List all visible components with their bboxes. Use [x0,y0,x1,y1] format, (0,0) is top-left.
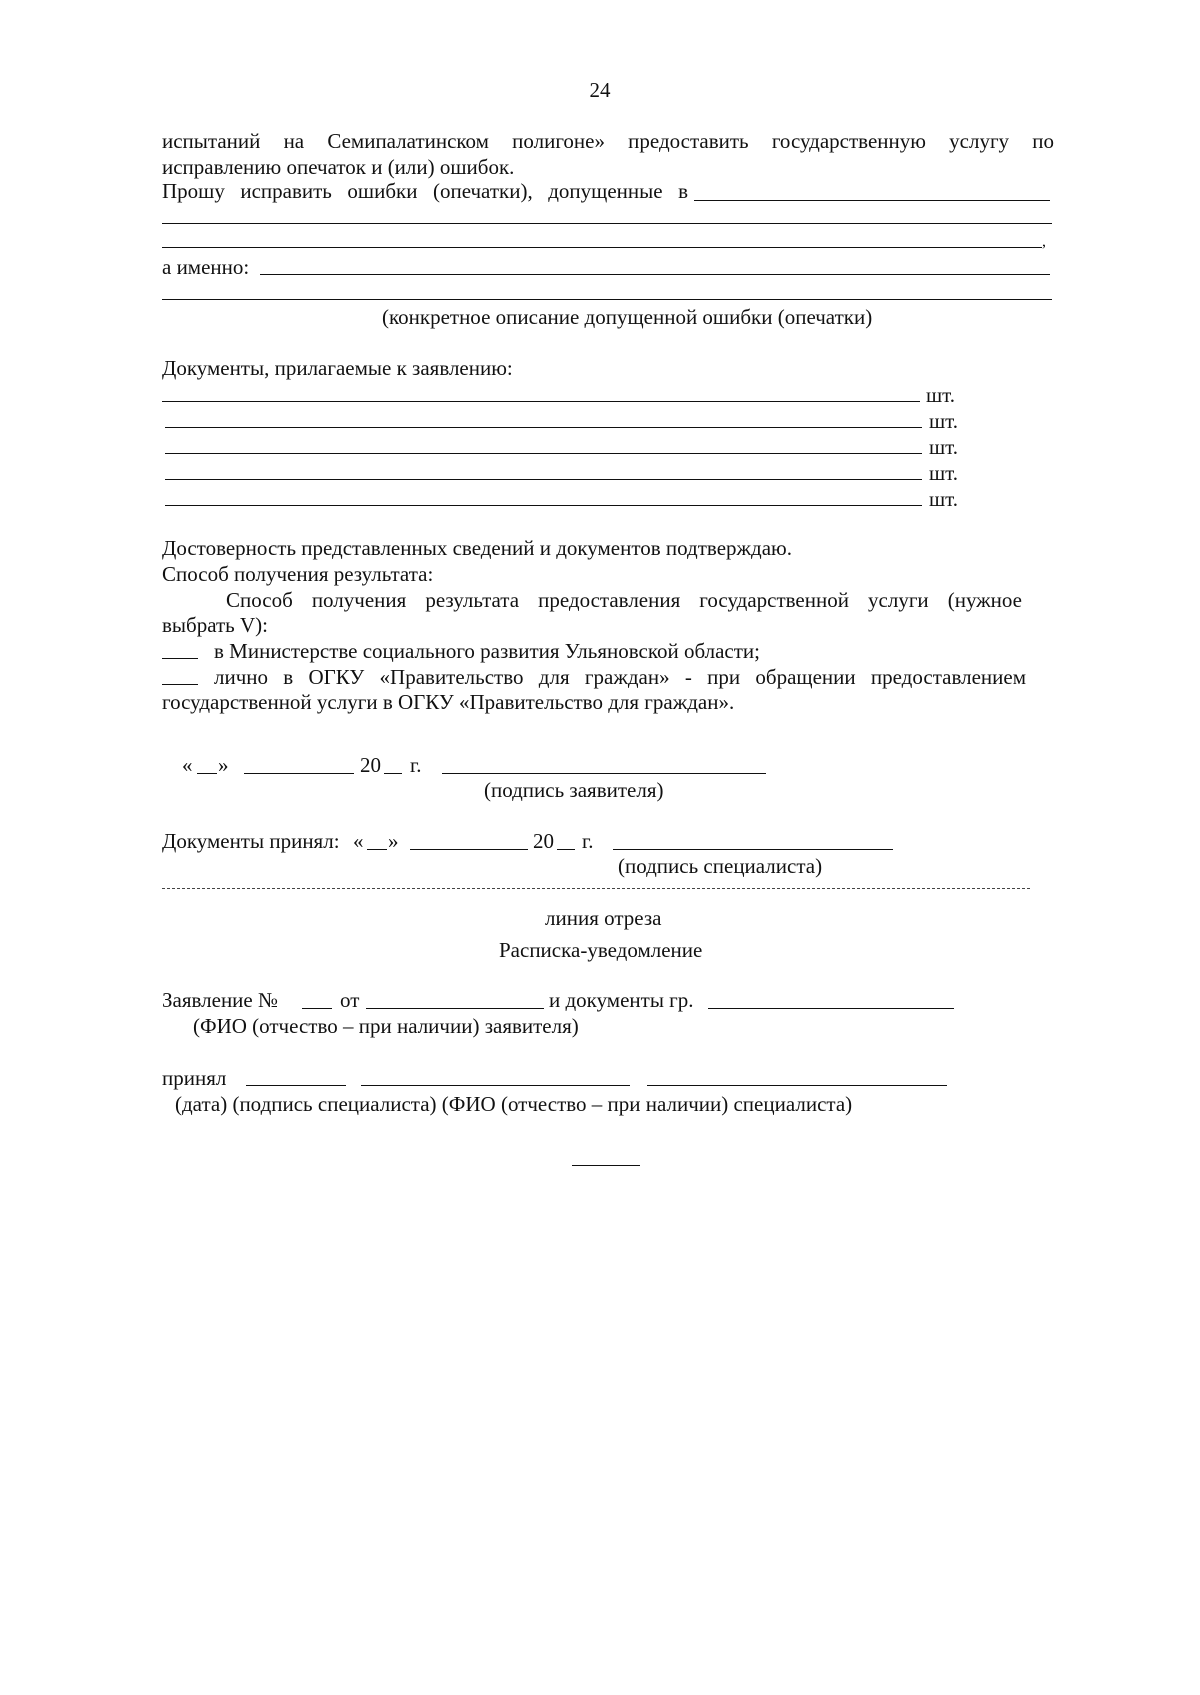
accepted-specialist-name-field[interactable] [647,1085,947,1086]
statement-number-field[interactable] [302,1008,332,1009]
attachment-unit-3: шт. [929,435,959,459]
option-2-label-line-2: государственной услуги в ОГКУ «Правительство для граждан». [162,690,735,714]
error-description-field-2[interactable] [162,299,1052,300]
docs-month-field[interactable] [410,849,528,850]
line-end-comma: , [1042,233,1046,250]
docs-accepted-label: Документы принял: [162,829,340,853]
attachment-field-2[interactable] [165,427,922,428]
method-label: Способ получения результата: [162,562,434,586]
date-open-quote: « [182,753,193,777]
statement-date-field[interactable] [366,1008,544,1009]
specialist-signature-field[interactable] [613,849,893,850]
docs-year-suffix: г. [582,829,594,853]
accepted-label: принял [162,1066,227,1090]
specialist-signature-caption: (подпись специалиста) [618,854,823,878]
accepted-signature-field[interactable] [361,1085,630,1086]
a-imenno-label: а именно: [162,255,250,279]
errors-location-field[interactable] [694,200,1050,201]
applicant-signature-field[interactable] [442,773,766,774]
applicant-year-suffix: г. [410,753,422,777]
attachment-field-4[interactable] [165,479,922,480]
documents-gr-label: и документы гр. [549,988,694,1012]
cut-line-label: линия отреза [545,906,662,930]
end-rule [572,1165,640,1166]
attachment-unit-2: шт. [929,409,959,433]
errors-location-field-3[interactable] [162,247,1042,248]
cut-line-divider [162,888,1030,889]
option-2-checkbox[interactable] [162,684,198,685]
page-number: 24 [589,78,611,102]
applicant-signature-caption: (подпись заявителя) [484,778,664,802]
attachment-unit-5: шт. [929,487,959,511]
intro-line-2: исправлению опечаток и (или) ошибок. [162,155,515,179]
docs-year-field[interactable] [557,849,575,850]
option-2-label-line-1: лично в ОГКУ «Правительство для граждан» - при обращении предоставлением [214,665,1026,689]
accepted-date-field[interactable] [246,1085,346,1086]
intro-line-1: испытаний на Семипалатинском полигоне» предоставить государственную услугу по [162,129,1054,153]
errors-location-field-2[interactable] [162,223,1052,224]
applicant-name-field[interactable] [708,1008,954,1009]
attachment-unit-1: шт. [926,383,956,407]
error-description-caption: (конкретное описание допущенной ошибки (опечатки) [382,305,873,329]
applicant-year-field[interactable] [384,773,402,774]
docs-date-close-quote: » [388,829,399,853]
attachment-field-5[interactable] [165,505,922,506]
attachment-unit-4: шт. [929,461,959,485]
intro-line-3: Прошу исправить ошибки (опечатки), допущенные в [162,179,688,203]
statement-from-label: от [340,988,360,1012]
applicant-year-prefix: 20 [360,753,381,777]
confirmation-text: Достоверность представленных сведений и документов подтверждаю. [162,536,792,560]
attachment-field-1[interactable] [162,401,920,402]
statement-number-label: Заявление № [162,988,279,1012]
docs-date-open-quote: « [353,829,364,853]
applicant-month-field[interactable] [244,773,354,774]
attachment-field-3[interactable] [165,453,922,454]
option-1-label: в Министерстве социального развития Ульяновской области; [214,639,760,663]
docs-day-field[interactable] [367,849,387,850]
option-1-checkbox[interactable] [162,658,198,659]
date-close-quote: » [218,753,229,777]
receipt-bottom-caption: (дата) (подпись специалиста) (ФИО (отчество – при наличии) специалиста) [175,1092,853,1116]
attachments-heading: Документы, прилагаемые к заявлению: [162,356,513,380]
method-intro-line-1: Способ получения результата предоставления государственной услуги (нужное [226,588,1022,612]
method-intro-line-2: выбрать V): [162,613,268,637]
docs-year-prefix: 20 [533,829,554,853]
error-description-field[interactable] [260,274,1050,275]
receipt-title: Расписка-уведомление [499,938,703,962]
applicant-fio-caption: (ФИО (отчество – при наличии) заявителя) [193,1014,579,1038]
applicant-day-field[interactable] [197,773,217,774]
